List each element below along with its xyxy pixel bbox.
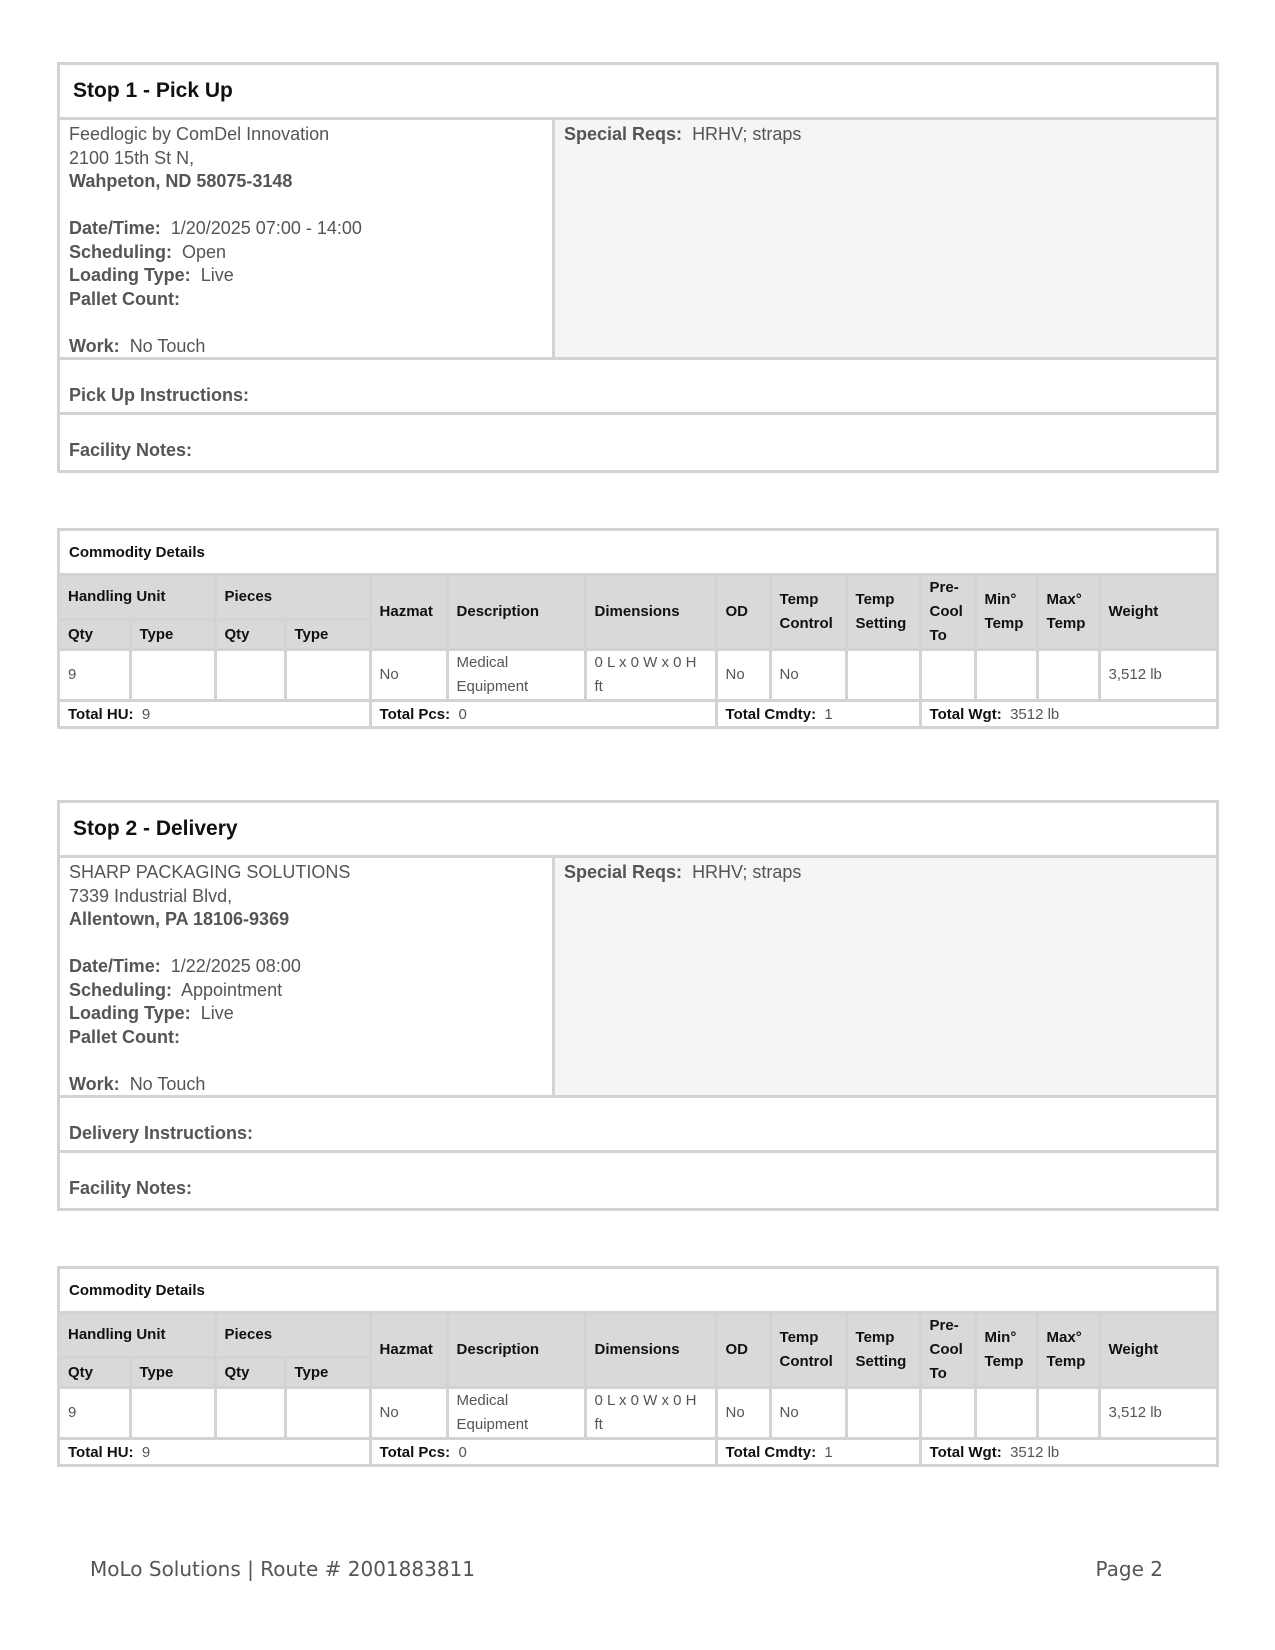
scheduling-value: Appointment: [181, 979, 283, 1000]
cell-pcs-type: [285, 650, 370, 701]
loading-type-line: [69, 1002, 552, 1026]
work-value: No Touch: [129, 335, 206, 356]
scheduling-line: [69, 979, 552, 1003]
header-max-temp: Max° Temp: [1037, 576, 1099, 650]
stop-title: Stop 2 - Delivery: [60, 803, 1216, 858]
total-wgt: Total Wgt: 3512 lb: [920, 701, 1216, 727]
pallet-count-label: Pallet Count:: [69, 1026, 180, 1047]
facility-notes-row: Facility Notes:: [69, 440, 193, 460]
city-state-zip: Allentown, PA 18106-9369: [69, 909, 290, 929]
cell-weight: 3,512 lb: [1099, 1388, 1216, 1439]
cell-temp-control: No: [770, 1388, 846, 1439]
commodity-title: Commodity Details: [60, 531, 1216, 576]
cell-pre-cool-to: [920, 1388, 975, 1439]
loading-type-label: Loading Type:: [69, 1003, 191, 1023]
special-reqs-label: Special Reqs:: [564, 124, 683, 144]
header-min-temp: Min° Temp: [975, 1314, 1037, 1388]
header-pcs-type: Type: [285, 620, 370, 650]
header-dimensions: Dimensions: [585, 1314, 716, 1388]
work-label: Work:: [69, 1073, 120, 1094]
cell-pcs-type: [285, 1388, 370, 1439]
header-pieces: Pieces: [215, 1314, 370, 1358]
totals-row: [60, 701, 1216, 727]
stop-details: [60, 120, 1216, 360]
cell-hazmat: No: [370, 650, 447, 701]
company-name: SHARP PACKAGING SOLUTIONS: [69, 862, 351, 882]
cell-max-temp: [1037, 1388, 1099, 1439]
total-wgt: Total Wgt: 3512 lb: [920, 1439, 1216, 1465]
cell-weight: 3,512 lb: [1099, 650, 1216, 701]
header-pieces: Pieces: [215, 576, 370, 620]
total-hu: Total HU: 9: [60, 701, 370, 727]
special-reqs-block: [555, 858, 1216, 1095]
header-weight: Weight: [1099, 1314, 1216, 1388]
loading-type-value: Live: [200, 265, 234, 285]
header-pcs-qty: Qty: [215, 1358, 285, 1388]
header-temp-setting: Temp Setting: [846, 576, 920, 650]
commodity-table: [60, 1314, 1216, 1464]
header-description: Description: [447, 576, 585, 650]
work-line: [69, 1073, 552, 1097]
header-od: OD: [716, 576, 770, 650]
instructions-row: Pick Up Instructions:: [60, 360, 1216, 415]
header-hazmat: Hazmat: [370, 1314, 447, 1388]
cell-temp-setting: [846, 1388, 920, 1439]
scheduling-label: Scheduling:: [69, 979, 172, 1000]
street-address: 7339 Industrial Blvd,: [69, 885, 233, 906]
total-pcs: Total Pcs: 0: [370, 1439, 716, 1465]
instructions-row: Delivery Instructions:: [60, 1098, 1216, 1153]
cell-temp-control: No: [770, 650, 846, 701]
company-name: Feedlogic by ComDel Innovation: [69, 124, 330, 144]
cell-hu-qty: 9: [60, 650, 130, 701]
pallet-count-line: [69, 1026, 552, 1050]
scheduling-value: Open: [182, 241, 227, 262]
work-line: [69, 335, 552, 359]
street-address: 2100 15th St N,: [69, 147, 195, 168]
cell-pcs-qty: [215, 1388, 285, 1439]
commodity-table: [60, 576, 1216, 726]
header-hu-type: Type: [130, 620, 215, 650]
stop-address-block: [60, 858, 555, 1095]
footer-page-number: Page 2: [1095, 1557, 1163, 1581]
datetime-label: Date/Time:: [69, 956, 161, 976]
datetime-value: 1/22/2025 08:00: [170, 956, 301, 976]
header-hazmat: Hazmat: [370, 576, 447, 650]
cell-hu-type: [130, 650, 215, 701]
header-pcs-type: Type: [285, 1358, 370, 1388]
header-weight: Weight: [1099, 576, 1216, 650]
header-pcs-qty: Qty: [215, 620, 285, 650]
cell-od: No: [716, 650, 770, 701]
header-hu-qty: Qty: [60, 620, 130, 650]
header-hu-type: Type: [130, 1358, 215, 1388]
cell-hu-type: [130, 1388, 215, 1439]
facility-notes-row: Facility Notes:: [69, 1178, 193, 1198]
datetime-label: Date/Time:: [69, 218, 161, 238]
header-hu-qty: Qty: [60, 1358, 130, 1388]
special-reqs-value: HRHV; straps: [692, 124, 802, 144]
header-pre-cool-to: Pre-Cool To: [920, 576, 975, 650]
loading-type-value: Live: [200, 1003, 234, 1023]
total-cmdty: Total Cmdty: 1: [716, 701, 920, 727]
stop-1-section: [57, 62, 1219, 473]
cell-temp-setting: [846, 650, 920, 701]
work-value: No Touch: [129, 1073, 206, 1094]
table-row: [60, 1388, 1216, 1439]
header-temp-control: Temp Control: [770, 1314, 846, 1388]
header-pre-cool-to: Pre-Cool To: [920, 1314, 975, 1388]
work-label: Work:: [69, 335, 120, 356]
cell-min-temp: [975, 1388, 1037, 1439]
total-cmdty: Total Cmdty: 1: [716, 1439, 920, 1465]
totals-row: [60, 1439, 1216, 1465]
total-hu: Total HU: 9: [60, 1439, 370, 1465]
cell-dimensions: 0 L x 0 W x 0 H ft: [585, 1388, 716, 1439]
special-reqs-value: HRHV; straps: [692, 862, 802, 882]
cell-pcs-qty: [215, 650, 285, 701]
footer-route: MoLo Solutions | Route # 2001883811: [90, 1557, 475, 1581]
datetime-value: 1/20/2025 07:00 - 14:00: [170, 218, 362, 238]
scheduling-line: [69, 241, 552, 265]
loading-type-label: Loading Type:: [69, 265, 191, 285]
cell-hu-qty: 9: [60, 1388, 130, 1439]
cell-max-temp: [1037, 650, 1099, 701]
header-min-temp: Min° Temp: [975, 576, 1037, 650]
cell-description: Medical Equipment: [447, 650, 585, 701]
stop-address-block: [60, 120, 555, 357]
loading-type-line: [69, 264, 552, 288]
city-state-zip: Wahpeton, ND 58075-3148: [69, 171, 293, 191]
cell-pre-cool-to: [920, 650, 975, 701]
header-temp-control: Temp Control: [770, 576, 846, 650]
stop-details: [60, 858, 1216, 1098]
header-max-temp: Max° Temp: [1037, 1314, 1099, 1388]
header-handling-unit: Handling Unit: [60, 1314, 215, 1358]
header-temp-setting: Temp Setting: [846, 1314, 920, 1388]
stop-title: Stop 1 - Pick Up: [60, 65, 1216, 120]
special-reqs-label: Special Reqs:: [564, 862, 683, 882]
header-od: OD: [716, 1314, 770, 1388]
scheduling-label: Scheduling:: [69, 241, 172, 262]
commodity-details-1: [57, 528, 1219, 729]
special-reqs-block: [555, 120, 1216, 357]
cell-description: Medical Equipment: [447, 1388, 585, 1439]
commodity-title: Commodity Details: [60, 1269, 1216, 1314]
pallet-count-label: Pallet Count:: [69, 288, 180, 309]
stop-2-section: [57, 800, 1219, 1211]
header-description: Description: [447, 1314, 585, 1388]
cell-od: No: [716, 1388, 770, 1439]
cell-hazmat: No: [370, 1388, 447, 1439]
table-row: [60, 650, 1216, 701]
cell-min-temp: [975, 650, 1037, 701]
header-handling-unit: Handling Unit: [60, 576, 215, 620]
pallet-count-line: [69, 288, 552, 312]
datetime-line: [69, 955, 552, 979]
commodity-details-2: [57, 1266, 1219, 1467]
total-pcs: Total Pcs: 0: [370, 701, 716, 727]
header-dimensions: Dimensions: [585, 576, 716, 650]
datetime-line: [69, 217, 552, 241]
cell-dimensions: 0 L x 0 W x 0 H ft: [585, 650, 716, 701]
